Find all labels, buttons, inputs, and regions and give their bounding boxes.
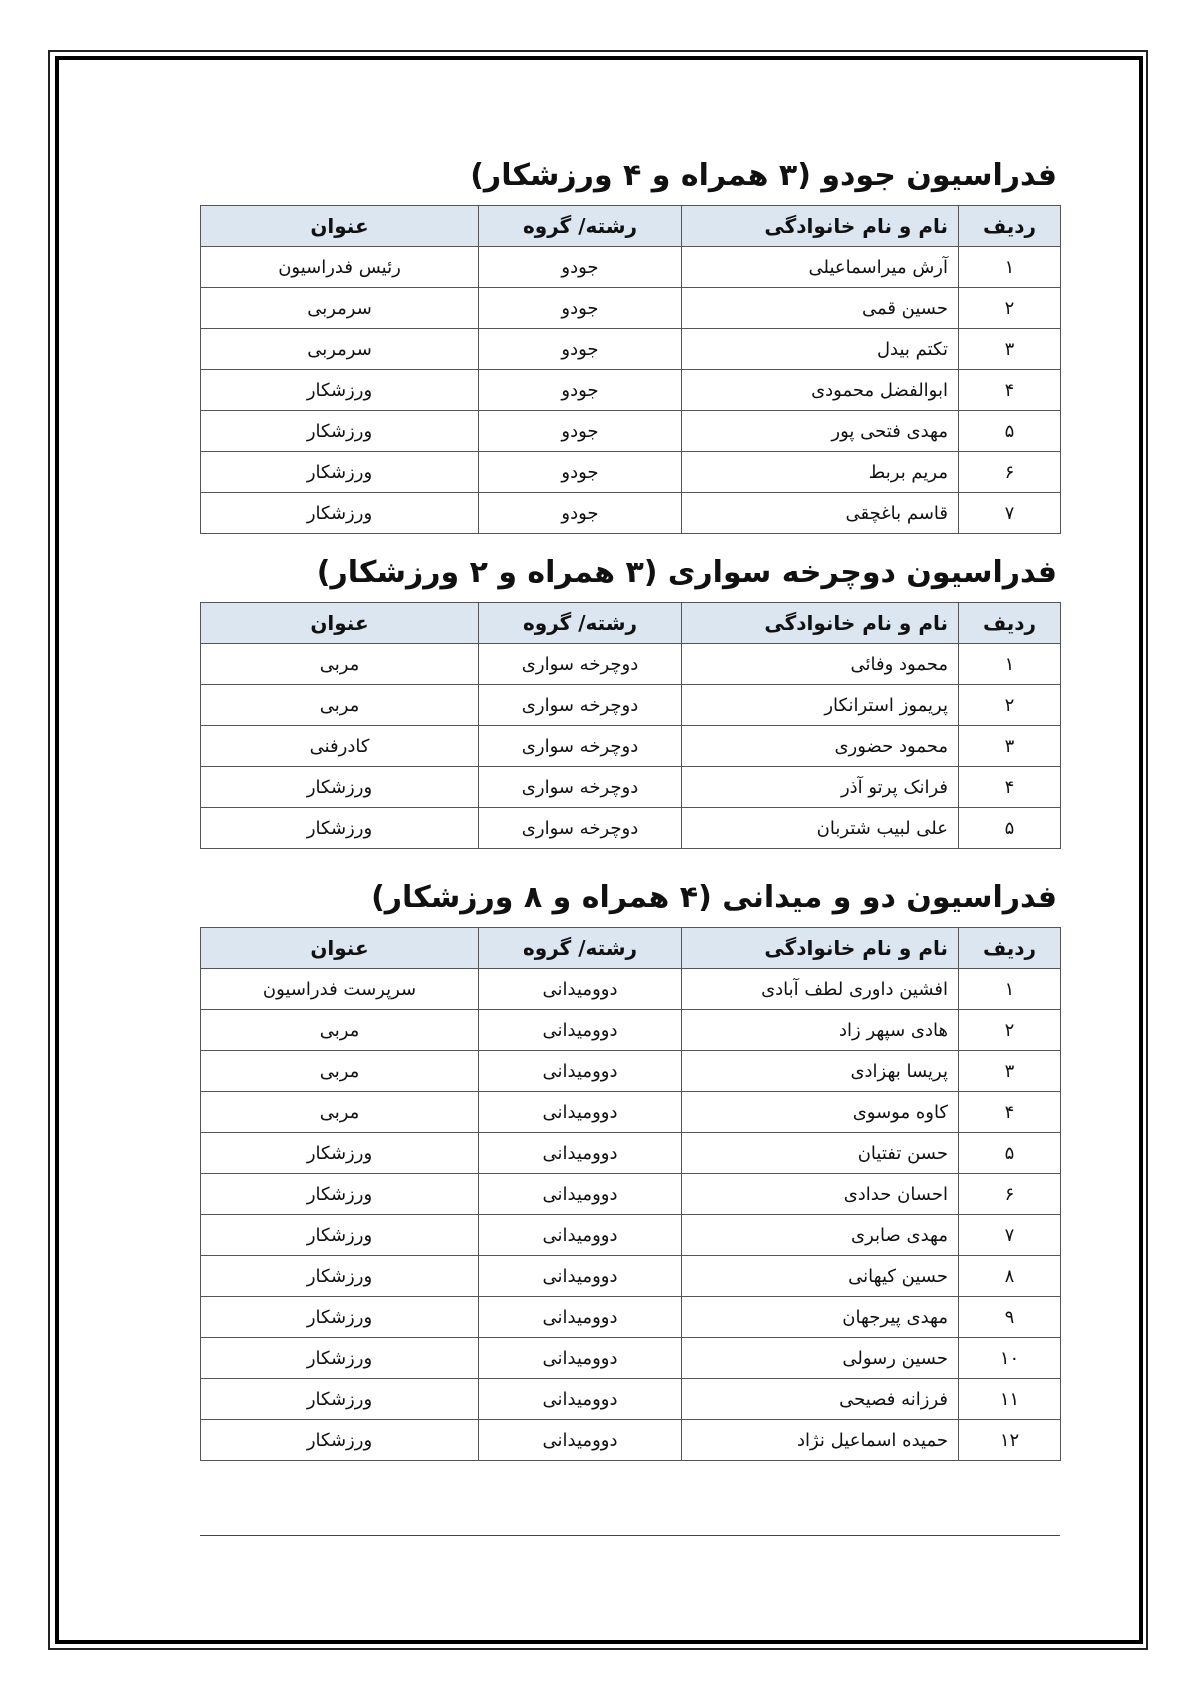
role-cell: ورزشکار <box>201 1338 479 1379</box>
name-cell: حسین کیهانی <box>682 1256 959 1297</box>
header-row-number: ردیف <box>959 928 1061 969</box>
section-title-cycling: فدراسیون دوچرخه سواری (۳ همراه و ۲ ورزشکار) <box>316 555 1057 590</box>
table-row <box>201 767 1061 808</box>
discipline-cell: دوچرخه سواری <box>479 767 682 808</box>
row-number-cell: ۲ <box>959 288 1061 329</box>
table-row <box>201 1297 1061 1338</box>
table-body <box>201 247 1061 534</box>
discipline-cell: دوومیدانی <box>479 1051 682 1092</box>
role-cell: ورزشکار <box>201 1379 479 1420</box>
role-cell: مربی <box>201 1051 479 1092</box>
discipline-cell: جودو <box>479 247 682 288</box>
cycling-table <box>200 602 1061 849</box>
header-role: عنوان <box>201 206 479 247</box>
table-row <box>201 1010 1061 1051</box>
role-cell: سرمربی <box>201 288 479 329</box>
table-row <box>201 288 1061 329</box>
row-number-cell: ۵ <box>959 411 1061 452</box>
name-cell: علی لبیب شتربان <box>682 808 959 849</box>
table-row <box>201 493 1061 534</box>
discipline-cell: دوومیدانی <box>479 1215 682 1256</box>
name-cell: حسن تفتیان <box>682 1133 959 1174</box>
name-cell: مهدی صابری <box>682 1215 959 1256</box>
row-number-cell: ۷ <box>959 493 1061 534</box>
row-number-cell: ۷ <box>959 1215 1061 1256</box>
row-number-cell: ۲ <box>959 685 1061 726</box>
row-number-cell: ۹ <box>959 1297 1061 1338</box>
header-discipline: رشته/ گروه <box>479 206 682 247</box>
name-cell: قاسم باغچقی <box>682 493 959 534</box>
discipline-cell: جودو <box>479 370 682 411</box>
section-title-athletics: فدراسیون دو و میدانی (۴ همراه و ۸ ورزشکار) <box>371 880 1057 915</box>
name-cell: تکتم بیدل <box>682 329 959 370</box>
name-cell: کاوه موسوی <box>682 1092 959 1133</box>
table-header-row <box>201 928 1061 969</box>
discipline-cell: جودو <box>479 411 682 452</box>
row-number-cell: ۶ <box>959 1174 1061 1215</box>
role-cell: ورزشکار <box>201 808 479 849</box>
table-row <box>201 726 1061 767</box>
name-cell: فرانک پرتو آذر <box>682 767 959 808</box>
discipline-cell: دوچرخه سواری <box>479 685 682 726</box>
name-cell: مهدی فتحی پور <box>682 411 959 452</box>
role-cell: کادرفنی <box>201 726 479 767</box>
section-title-judo: فدراسیون جودو (۳ همراه و ۴ ورزشکار) <box>470 158 1057 193</box>
table-row <box>201 1051 1061 1092</box>
footer-divider <box>200 1535 1060 1536</box>
table-row <box>201 969 1061 1010</box>
role-cell: ورزشکار <box>201 1174 479 1215</box>
header-full-name: نام و نام خانوادگی <box>682 928 959 969</box>
name-cell: پریسا بهزادی <box>682 1051 959 1092</box>
header-discipline: رشته/ گروه <box>479 928 682 969</box>
role-cell: ورزشکار <box>201 493 479 534</box>
discipline-cell: دوومیدانی <box>479 1420 682 1461</box>
header-role: عنوان <box>201 928 479 969</box>
table-row <box>201 1338 1061 1379</box>
row-number-cell: ۱ <box>959 969 1061 1010</box>
table-header-row <box>201 206 1061 247</box>
row-number-cell: ۴ <box>959 1092 1061 1133</box>
row-number-cell: ۱ <box>959 644 1061 685</box>
name-cell: حسین رسولی <box>682 1338 959 1379</box>
role-cell: ورزشکار <box>201 1256 479 1297</box>
header-full-name: نام و نام خانوادگی <box>682 603 959 644</box>
table-row <box>201 1133 1061 1174</box>
role-cell: رئیس فدراسیون <box>201 247 479 288</box>
role-cell: سرمربی <box>201 329 479 370</box>
table-row <box>201 1379 1061 1420</box>
discipline-cell: دوومیدانی <box>479 1338 682 1379</box>
row-number-cell: ۱۰ <box>959 1338 1061 1379</box>
row-number-cell: ۴ <box>959 370 1061 411</box>
header-role: عنوان <box>201 603 479 644</box>
role-cell: ورزشکار <box>201 1215 479 1256</box>
table-row <box>201 644 1061 685</box>
athletics-table <box>200 927 1061 1461</box>
table-row <box>201 411 1061 452</box>
discipline-cell: دوومیدانی <box>479 1174 682 1215</box>
role-cell: ورزشکار <box>201 1297 479 1338</box>
row-number-cell: ۶ <box>959 452 1061 493</box>
name-cell: فرزانه فصیحی <box>682 1379 959 1420</box>
discipline-cell: جودو <box>479 452 682 493</box>
discipline-cell: دوومیدانی <box>479 1297 682 1338</box>
discipline-cell: جودو <box>479 329 682 370</box>
row-number-cell: ۱۲ <box>959 1420 1061 1461</box>
name-cell: احسان حدادی <box>682 1174 959 1215</box>
discipline-cell: دوچرخه سواری <box>479 726 682 767</box>
table-row <box>201 247 1061 288</box>
discipline-cell: دوومیدانی <box>479 1092 682 1133</box>
judo-table <box>200 205 1061 534</box>
discipline-cell: جودو <box>479 288 682 329</box>
name-cell: حسین قمی <box>682 288 959 329</box>
table-row <box>201 1215 1061 1256</box>
table-row <box>201 329 1061 370</box>
row-number-cell: ۳ <box>959 329 1061 370</box>
row-number-cell: ۳ <box>959 726 1061 767</box>
table-row <box>201 1092 1061 1133</box>
name-cell: حمیده اسماعیل نژاد <box>682 1420 959 1461</box>
table-row <box>201 1174 1061 1215</box>
table-row <box>201 452 1061 493</box>
row-number-cell: ۵ <box>959 808 1061 849</box>
row-number-cell: ۵ <box>959 1133 1061 1174</box>
discipline-cell: دوومیدانی <box>479 1256 682 1297</box>
row-number-cell: ۲ <box>959 1010 1061 1051</box>
discipline-cell: دوومیدانی <box>479 969 682 1010</box>
table-row <box>201 685 1061 726</box>
table-row <box>201 1420 1061 1461</box>
role-cell: ورزشکار <box>201 1420 479 1461</box>
name-cell: ابوالفضل محمودی <box>682 370 959 411</box>
name-cell: مهدی پیرجهان <box>682 1297 959 1338</box>
header-row-number: ردیف <box>959 206 1061 247</box>
table-row <box>201 1256 1061 1297</box>
row-number-cell: ۳ <box>959 1051 1061 1092</box>
row-number-cell: ۱ <box>959 247 1061 288</box>
role-cell: مربی <box>201 1092 479 1133</box>
discipline-cell: دوچرخه سواری <box>479 808 682 849</box>
discipline-cell: دوومیدانی <box>479 1010 682 1051</box>
role-cell: ورزشکار <box>201 452 479 493</box>
row-number-cell: ۴ <box>959 767 1061 808</box>
discipline-cell: دوومیدانی <box>479 1133 682 1174</box>
name-cell: هادی سپهر زاد <box>682 1010 959 1051</box>
role-cell: مربی <box>201 644 479 685</box>
discipline-cell: دوچرخه سواری <box>479 644 682 685</box>
role-cell: مربی <box>201 685 479 726</box>
role-cell: ورزشکار <box>201 767 479 808</box>
table-body <box>201 644 1061 849</box>
name-cell: افشین داوری لطف آبادی <box>682 969 959 1010</box>
table-body <box>201 969 1061 1461</box>
header-row-number: ردیف <box>959 603 1061 644</box>
name-cell: محمود حضوری <box>682 726 959 767</box>
discipline-cell: دوومیدانی <box>479 1379 682 1420</box>
role-cell: ورزشکار <box>201 1133 479 1174</box>
role-cell: سرپرست فدراسیون <box>201 969 479 1010</box>
discipline-cell: جودو <box>479 493 682 534</box>
role-cell: مربی <box>201 1010 479 1051</box>
role-cell: ورزشکار <box>201 370 479 411</box>
row-number-cell: ۸ <box>959 1256 1061 1297</box>
header-discipline: رشته/ گروه <box>479 603 682 644</box>
table-row <box>201 808 1061 849</box>
name-cell: پریموز استرانکار <box>682 685 959 726</box>
table-header-row <box>201 603 1061 644</box>
role-cell: ورزشکار <box>201 411 479 452</box>
table-row <box>201 370 1061 411</box>
name-cell: آرش میراسماعیلی <box>682 247 959 288</box>
row-number-cell: ۱۱ <box>959 1379 1061 1420</box>
name-cell: محمود وفائی <box>682 644 959 685</box>
header-full-name: نام و نام خانوادگی <box>682 206 959 247</box>
name-cell: مریم بربط <box>682 452 959 493</box>
